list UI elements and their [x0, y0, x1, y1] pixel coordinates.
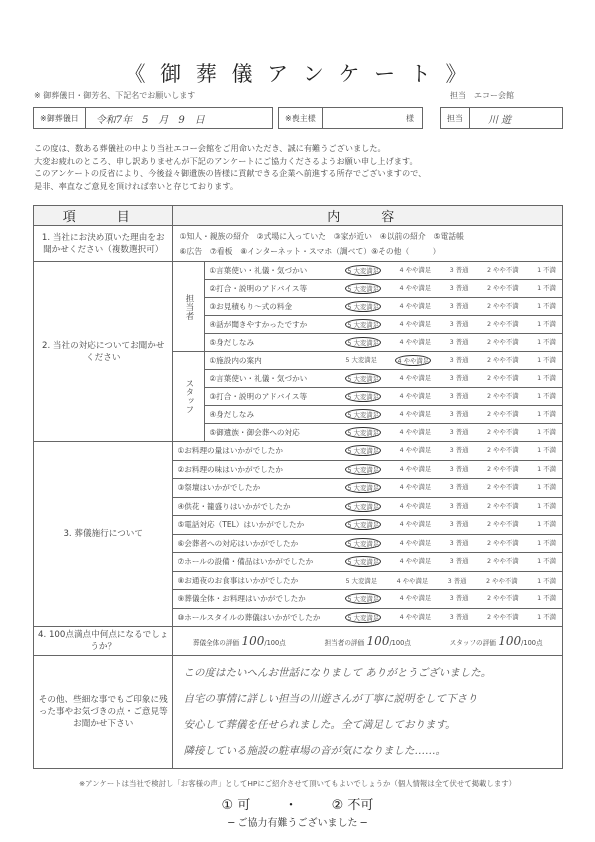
thanks-text: ─ ご協力有難うございました ─	[228, 818, 367, 829]
q2-label: 2. 当社の対応についてお聞かせください	[34, 262, 173, 442]
q4-label: 4. 100点満点中何点になるでしょうか？	[34, 627, 173, 656]
intro-line: このアンケートの反省により、今後益々御遺族の皆様に貢献できる企業へ前進する所存でございますので、	[34, 168, 427, 178]
mourner-suffix: 様	[406, 113, 414, 123]
rating-scale[interactable]: 5 大変満足 4 やや満足 3 普通 2 やや不満 1 不満	[345, 356, 556, 365]
rating-scale[interactable]: 5 大変満足 4 やや満足 3 普通 2 やや不満 1 不満	[347, 302, 556, 311]
funeral-date-value: 令和7年 5 月 9 日	[95, 114, 205, 126]
funeral-date-label: ※御葬儀日	[34, 108, 86, 128]
score-service[interactable]: スタッフの評価 100/100点	[449, 634, 543, 648]
q2-group-tanto: 担当者	[173, 262, 205, 352]
rating-question: ⑦ホールの設備・備品はいかがでしたか	[177, 557, 314, 567]
rating-scale[interactable]: 5 大変満足 4 やや満足 3 普通 2 やや不満 1 不満	[347, 538, 556, 548]
rating-scale[interactable]: 5 大変満足 4 やや満足 3 普通 2 やや不満 1 不満	[347, 374, 556, 383]
rating-scale[interactable]: 5 大変満足 4 やや満足 3 普通 2 やや不満 1 不満	[347, 483, 556, 493]
rating-scale[interactable]: 5 大変満足 4 やや満足 3 普通 2 やや不満 1 不満	[347, 464, 556, 474]
comment-line: 隣接している施設の駐車場の音が気になりました……。	[183, 745, 446, 757]
q1-options[interactable]	[173, 226, 563, 262]
comment-line: 自宅の事情に詳しい担当の川遊さんが丁寧に説明をして下さり	[183, 693, 478, 705]
company-label: 担当 エコー会館	[450, 91, 514, 100]
intro-line: 是非、率直なご意見を頂ければ幸いと存じております。	[34, 180, 239, 191]
rating-question: ①お料理の量はいかがでしたか	[177, 446, 283, 456]
option-separator: ・	[284, 798, 298, 813]
comment-line: この度はたいへんお世話になりまして ありがとうございました。	[183, 667, 492, 679]
q1-options-line1: ①知人・親族の紹介 ②式場に入っていた ③家が近い ④以前の紹介 ⑤電話帳	[179, 231, 464, 241]
funeral-date-field[interactable]	[33, 107, 273, 129]
rating-question: ⑧お通夜のお食事はいかがでしたか	[177, 575, 299, 585]
mourner-label: ※喪主様	[279, 108, 323, 128]
rating-question: ④話が聞きやすかったですか	[209, 320, 308, 329]
footer-note: ※アンケートは当社で検討し「お客様の声」としてHPにご紹介させて頂いてもよいでしょうか（個人情報は全て伏せて掲載します）	[78, 779, 517, 788]
staff-field[interactable]	[440, 107, 563, 129]
rating-question: ③打合・説明のアドバイス等	[209, 392, 308, 401]
rating-scale[interactable]: 5 大変満足 4 やや満足 3 普通 2 やや不満 1 不満	[347, 520, 556, 530]
intro-line: 大変お疲れのところ、申し訳ありませんが下記のアンケートにご協力くださるようお願い申し上げます。	[34, 155, 418, 166]
score-staff[interactable]: 担当者の評価 100/100点	[324, 634, 411, 648]
page-title: 《 御 葬 儀 ア ン ケ ー ト 》	[124, 62, 471, 86]
rating-scale[interactable]: 5 大変満足 4 やや満足 3 普通 2 やや不満 1 不満	[347, 446, 556, 456]
mourner-field[interactable]	[278, 107, 423, 129]
top-notice: ※ 御葬儀日・御芳名、下記名でお願いします	[34, 91, 196, 100]
rating-question: ⑤身だしなみ	[209, 338, 255, 347]
rating-scale[interactable]: 5 大変満足 4 やや満足 3 普通 2 やや不満 1 不満	[347, 392, 556, 401]
rating-question: ⑥会葬者への対応はいかがでしたか	[177, 538, 299, 548]
rating-question: ②打合・説明のアドバイス等	[209, 284, 308, 293]
rating-question: ⑨葬儀全体・お料理はいかがでしたか	[177, 594, 306, 604]
header-content: 内 容	[173, 206, 563, 226]
rating-scale[interactable]: 5 大変満足 4 やや満足 3 普通 2 やや不満 1 不満	[347, 320, 556, 329]
rating-scale[interactable]: 5 大変満足 4 やや満足 3 普通 2 やや不満 1 不満	[347, 428, 556, 437]
q3-label: 3. 葬儀施行について	[34, 442, 173, 627]
rating-scale[interactable]: 5 大変満足 4 やや満足 3 普通 2 やや不満 1 不満	[347, 501, 556, 511]
comment-area[interactable]	[173, 656, 563, 769]
rating-question: ⑤電話対応（TEL）はいかがでしたか	[177, 520, 305, 530]
rating-question: ①言葉使い・礼儀・気づかい	[209, 266, 308, 275]
staff-label: 担当	[441, 108, 470, 128]
q1-label: 1. 当社にお決め頂いた理由をお聞かせください（複数選択可）	[34, 226, 173, 262]
option-no[interactable]: ② 不可	[331, 798, 374, 813]
rating-question: ③祭壇はいかがでしたか	[177, 483, 261, 493]
q5-label: その他、些細な事でもご印象に残った事やお気づきの点・ご意見等お聞かせ下さい	[34, 656, 173, 769]
score-funeral[interactable]: 葬儀全体の評価 100/100点	[192, 634, 286, 648]
rating-question: ④身だしなみ	[209, 410, 255, 419]
rating-scale[interactable]: 5 大変満足 4 やや満足 3 普通 2 やや不満 1 不満	[345, 576, 556, 585]
q2-group-staff: スタッフ	[173, 352, 205, 442]
comment-line: 安心して葬儀を任せられました。全て満足しております。	[183, 719, 456, 731]
staff-value: 川 遊	[488, 114, 512, 126]
rating-scale[interactable]: 5 大変満足 4 やや満足 3 普通 2 やや不満 1 不満	[347, 410, 556, 419]
rating-question: ④供花・籠盛りはいかがでしたか	[177, 501, 291, 511]
rating-scale[interactable]: 5 大変満足 4 やや満足 3 普通 2 やや不満 1 不満	[347, 612, 556, 622]
rating-question: ③お見積もり～式の料金	[209, 302, 293, 311]
rating-scale[interactable]: 5 大変満足 4 やや満足 3 普通 2 やや不満 1 不満	[347, 284, 556, 293]
rating-scale[interactable]: 5 大変満足 4 やや満足 3 普通 2 やや不満 1 不満	[347, 266, 556, 275]
rating-question: ②言葉使い・礼儀・気づかい	[209, 374, 308, 383]
intro-line: この度は、数ある葬儀社の中より当社エコー会館をご用命いただき、誠に有難うございました。	[34, 143, 386, 153]
rating-scale[interactable]: 5 大変満足 4 やや満足 3 普通 2 やや不満 1 不満	[347, 557, 556, 567]
intro-text	[34, 142, 564, 192]
rating-question: ⑤御遺族・御会葬への対応	[209, 428, 300, 437]
permission-choice[interactable]	[0, 794, 595, 813]
rating-question: ②お料理の味はいかがでしたか	[177, 464, 283, 474]
rating-question: ①施設内の案内	[209, 356, 262, 365]
rating-question: ⑩ホールスタイルの葬儀はいかがでしたか	[177, 612, 321, 622]
rating-scale[interactable]: 5 大変満足 4 やや満足 3 普通 2 やや不満 1 不満	[347, 594, 556, 604]
header-item: 項 目	[34, 206, 173, 226]
option-yes[interactable]: ① 可	[221, 798, 251, 813]
rating-scale[interactable]: 5 大変満足 4 やや満足 3 普通 2 やや不満 1 不満	[347, 338, 556, 347]
survey-table	[33, 205, 563, 769]
q1-options-line2: ⑥広告 ⑦看板 ⑧インターネット・スマホ（調べて）⑨その他（ ）	[179, 246, 441, 256]
